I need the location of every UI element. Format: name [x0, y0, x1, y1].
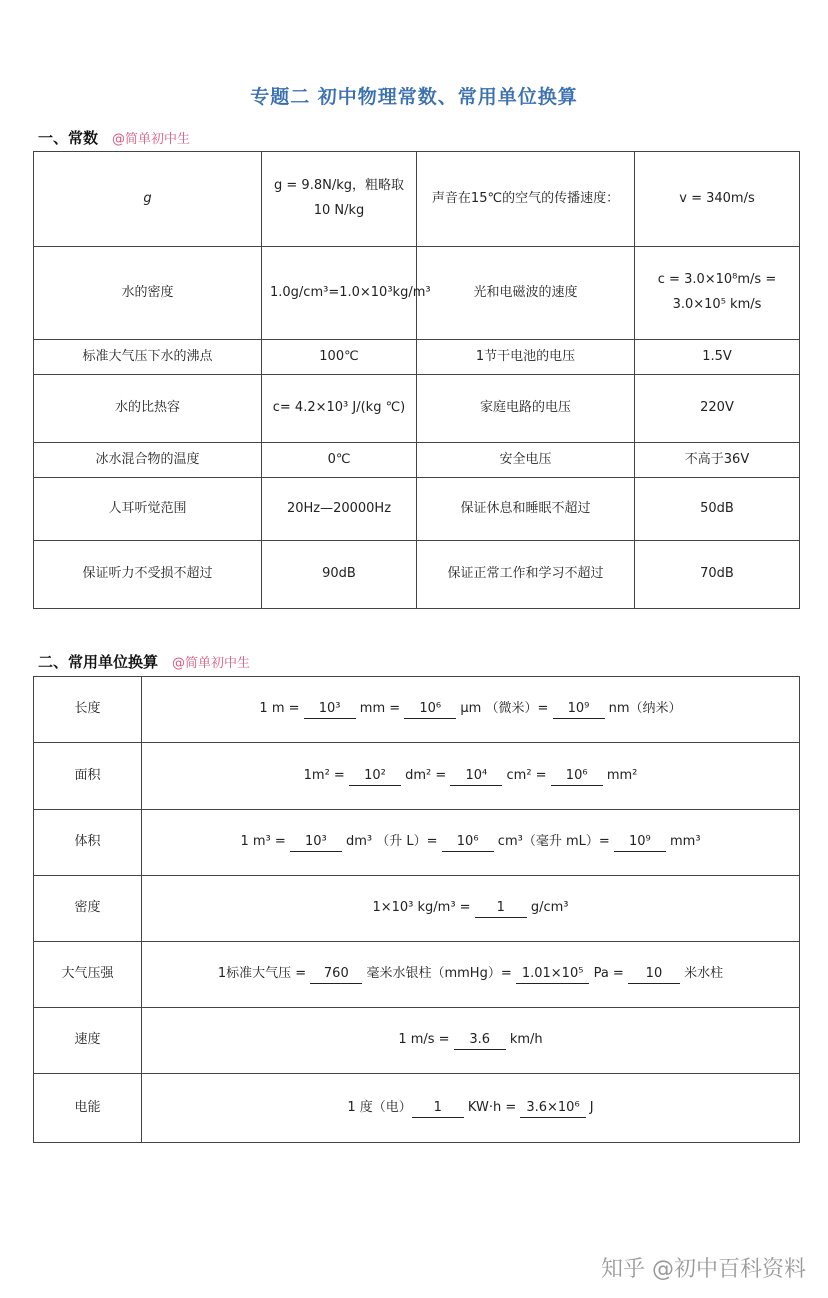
constant-cell: 1节干电池的电压: [417, 340, 635, 375]
constant-cell: 0℃: [262, 443, 417, 478]
conversion-formula: 1m² = 10² dm² = 10⁴ cm² = 10⁶ mm²: [142, 743, 800, 810]
constant-cell: 水的比热容: [34, 375, 262, 443]
section-heading-constants: 一、常数 @简单初中生: [38, 129, 191, 147]
answer-blank: 3.6: [454, 1032, 506, 1050]
conversion-formula: 1 度（电） 1 KW·h = 3.6×10⁶ J: [142, 1074, 800, 1143]
answer-blank: 10⁶: [442, 834, 494, 852]
answer-blank: 10²: [349, 768, 401, 786]
constant-cell: 220V: [635, 375, 800, 443]
constants-table: [33, 151, 800, 609]
answer-blank: 1: [475, 900, 527, 918]
footer-watermark: 知乎 @初中百科资料: [601, 1257, 806, 1282]
conversion-formula: 1标准大气压 = 760 毫米水银柱（mmHg）= 1.01×10⁵ Pa = 10 米水柱: [142, 942, 800, 1008]
constant-cell: 90dB: [262, 541, 417, 609]
constant-cell: 1.0g/cm³=1.0×10³kg/m³: [262, 247, 417, 340]
answer-blank: 760: [310, 966, 362, 984]
constant-cell: 保证听力不受损不超过: [34, 541, 262, 609]
constant-cell: 冰水混合物的温度: [34, 443, 262, 478]
constant-cell: g = 9.8N/kg，粗略取10 N/kg: [262, 152, 417, 247]
answer-blank: 1.01×10⁵: [516, 966, 590, 984]
conversion-table: [33, 676, 800, 1143]
conversion-formula: 1×10³ kg/m³ = 1 g/cm³: [142, 876, 800, 942]
constant-cell: 保证正常工作和学习不超过: [417, 541, 635, 609]
constant-cell: 光和电磁波的速度: [417, 247, 635, 340]
conversion-label: 电能: [34, 1074, 142, 1143]
constant-cell: 1.5V: [635, 340, 800, 375]
answer-blank: 10³: [304, 701, 356, 719]
watermark-text: @简单初中生: [112, 132, 191, 147]
conversion-label: 大气压强: [34, 942, 142, 1008]
constant-cell: 安全电压: [417, 443, 635, 478]
constant-cell: 保证休息和睡眠不超过: [417, 478, 635, 541]
answer-blank: 10⁶: [404, 701, 456, 719]
page-title: 专题二 初中物理常数、常用单位换算: [250, 86, 578, 108]
constant-cell: c= 4.2×10³ J/(kg ℃): [262, 375, 417, 443]
answer-blank: 10³: [290, 834, 342, 852]
conversion-label: 体积: [34, 810, 142, 876]
constant-cell: 不高于36V: [635, 443, 800, 478]
answer-blank: 1: [412, 1100, 464, 1118]
constant-cell: 声音在15℃的空气的传播速度：: [417, 152, 635, 247]
conversion-formula: 1 m = 10³ mm = 10⁶ μm （微米）= 10⁹ nm（纳米）: [142, 677, 800, 743]
conversion-label: 长度: [34, 677, 142, 743]
conversion-formula: 1 m³ = 10³ dm³ （升 L）= 10⁶ cm³（毫升 mL）= 10⁹ mm³: [142, 810, 800, 876]
constant-cell: 100℃: [262, 340, 417, 375]
constant-cell: 70dB: [635, 541, 800, 609]
constant-cell: 水的密度: [34, 247, 262, 340]
answer-blank: 10: [628, 966, 680, 984]
constant-cell: g: [34, 152, 262, 247]
conversion-label: 速度: [34, 1008, 142, 1074]
constant-cell: 人耳听觉范围: [34, 478, 262, 541]
conversion-label: 面积: [34, 743, 142, 810]
answer-blank: 10⁹: [553, 701, 605, 719]
answer-blank: 10⁴: [450, 768, 502, 786]
conversion-formula: 1 m/s = 3.6 km/h: [142, 1008, 800, 1074]
constant-cell: 20Hz—20000Hz: [262, 478, 417, 541]
constant-cell: 标准大气压下水的沸点: [34, 340, 262, 375]
constant-cell: v = 340m/s: [635, 152, 800, 247]
section-heading-conversions: 二、常用单位换算 @简单初中生: [38, 653, 251, 671]
constant-cell: 50dB: [635, 478, 800, 541]
answer-blank: 10⁶: [551, 768, 603, 786]
watermark-text: @简单初中生: [172, 656, 251, 671]
conversion-label: 密度: [34, 876, 142, 942]
answer-blank: 3.6×10⁶: [520, 1100, 585, 1118]
answer-blank: 10⁹: [614, 834, 666, 852]
constant-cell: c = 3.0×10⁸m/s = 3.0×10⁵ km/s: [635, 247, 800, 340]
constant-cell: 家庭电路的电压: [417, 375, 635, 443]
